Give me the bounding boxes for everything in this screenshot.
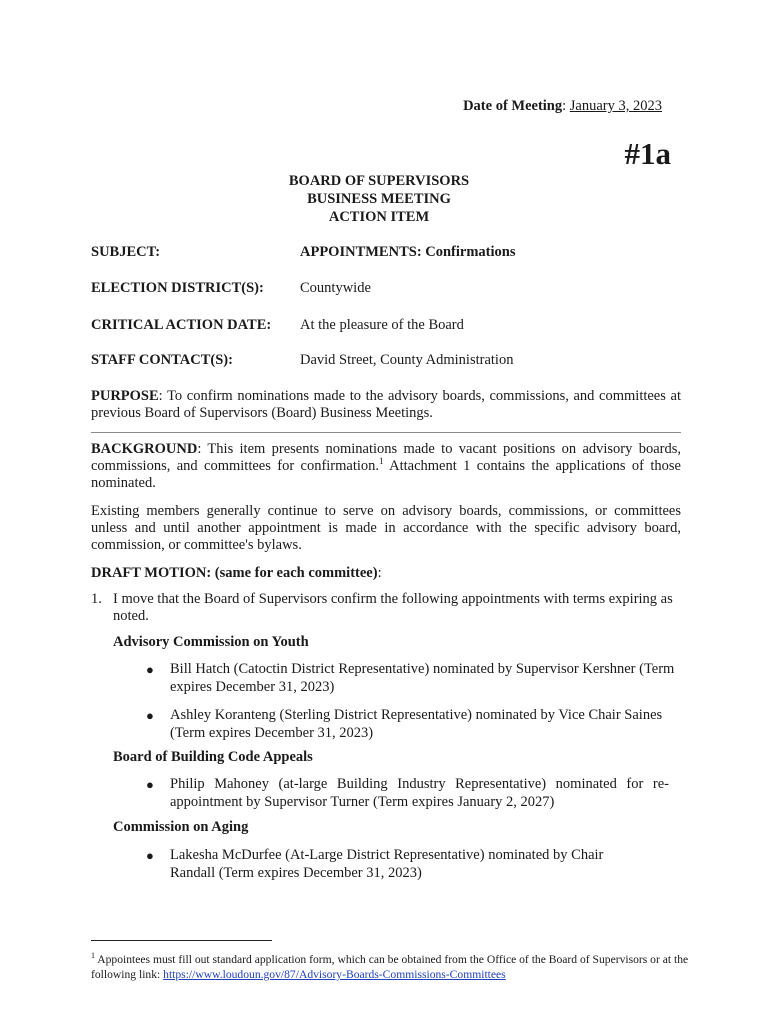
- footnote-ref: 1: [379, 456, 384, 466]
- bullet-icon: ●: [146, 708, 154, 723]
- background-text-a: : This item presents nominations made to vacant positions on advisory boards, commissions, and committees for confirmation.: [91, 441, 681, 474]
- staff-value: David Street, County Administration: [300, 352, 514, 368]
- subject-label: SUBJECT:: [91, 244, 161, 260]
- committee-name: Commission on Aging: [113, 819, 249, 835]
- action-date-label: CRITICAL ACTION DATE:: [91, 317, 272, 333]
- background-paragraph: [91, 441, 681, 492]
- purpose-text: : To confirm nominations made to the advisory boards, commissions, and committees at previous Board of Supervisors (Board) Business Meetings.: [91, 388, 681, 421]
- background-text-b: Attachment 1 contains the applications of those nominated.: [91, 458, 681, 491]
- date-label: Date of Meeting: [463, 98, 563, 114]
- meeting-date: Date of Meeting: January 3, 2023: [463, 98, 662, 114]
- motion-item-text: I move that the Board of Supervisors confirm the following appointments with terms expiring as noted.: [113, 591, 673, 624]
- footnote-number: 1: [91, 951, 95, 960]
- title-line-2: BUSINESS MEETING: [307, 191, 451, 207]
- item-number: #1a: [624, 136, 671, 171]
- footnote-link[interactable]: https://www.loudoun.gov/87/Advisory-Boards-Commissions-Committees: [163, 967, 506, 981]
- title-line-1: BOARD OF SUPERVISORS: [288, 173, 470, 189]
- appointment-entry: Bill Hatch (Catoctin District Representative) nominated by Supervisor Kershner (Term expires December 31, 2023): [170, 661, 675, 695]
- document-title: [0, 172, 770, 226]
- purpose-label: PURPOSE: [91, 388, 159, 404]
- action-date-value: At the pleasure of the Board: [300, 317, 464, 333]
- purpose-paragraph: [91, 388, 681, 422]
- bullet-icon: ●: [146, 662, 154, 677]
- background-paragraph-2: Existing members generally continue to serve on advisory boards, commissions, or committees unless and until another appointment is made in accordance with the specific advisory board, commission, or committee's bylaws.: [91, 503, 681, 553]
- footnote: [91, 948, 691, 982]
- district-label: ELECTION DISTRICT(S):: [91, 280, 264, 296]
- motion-item-number: 1.: [91, 591, 102, 607]
- appointment-entry: Philip Mahoney (at-large Building Industry Representative) nominated for re-appointment by Supervisor Turner (Term expires January 2, 2027): [170, 776, 669, 810]
- background-label: BACKGROUND: [91, 441, 198, 457]
- committee-name: Advisory Commission on Youth: [113, 634, 309, 650]
- appointment-entry: Lakesha McDurfee (At-Large District Representative) nominated by Chair Randall (Term expires December 31, 2023): [170, 847, 604, 881]
- committee-name: Board of Building Code Appeals: [113, 749, 313, 765]
- bullet-icon: ●: [146, 777, 154, 792]
- title-line-3: ACTION ITEM: [328, 209, 430, 225]
- footnote-text: Appointees must fill out standard application form, which can be obtained from the Office of the Board of Supervisors or at the following link:: [91, 952, 689, 981]
- bullet-icon: ●: [146, 848, 154, 863]
- staff-label: STAFF CONTACT(S):: [91, 352, 233, 368]
- date-value: January 3, 2023: [569, 98, 662, 114]
- appointment-entry: Ashley Koranteng (Sterling District Representative) nominated by Vice Chair Saines (Term expires December 31, 2023): [170, 707, 663, 741]
- motion-heading: DRAFT MOTION: (same for each committee):: [91, 565, 382, 581]
- subject-value: APPOINTMENTS: Confirmations: [300, 244, 516, 260]
- footnote-divider: [91, 940, 272, 941]
- section-divider: [91, 432, 681, 433]
- district-value: Countywide: [300, 280, 371, 296]
